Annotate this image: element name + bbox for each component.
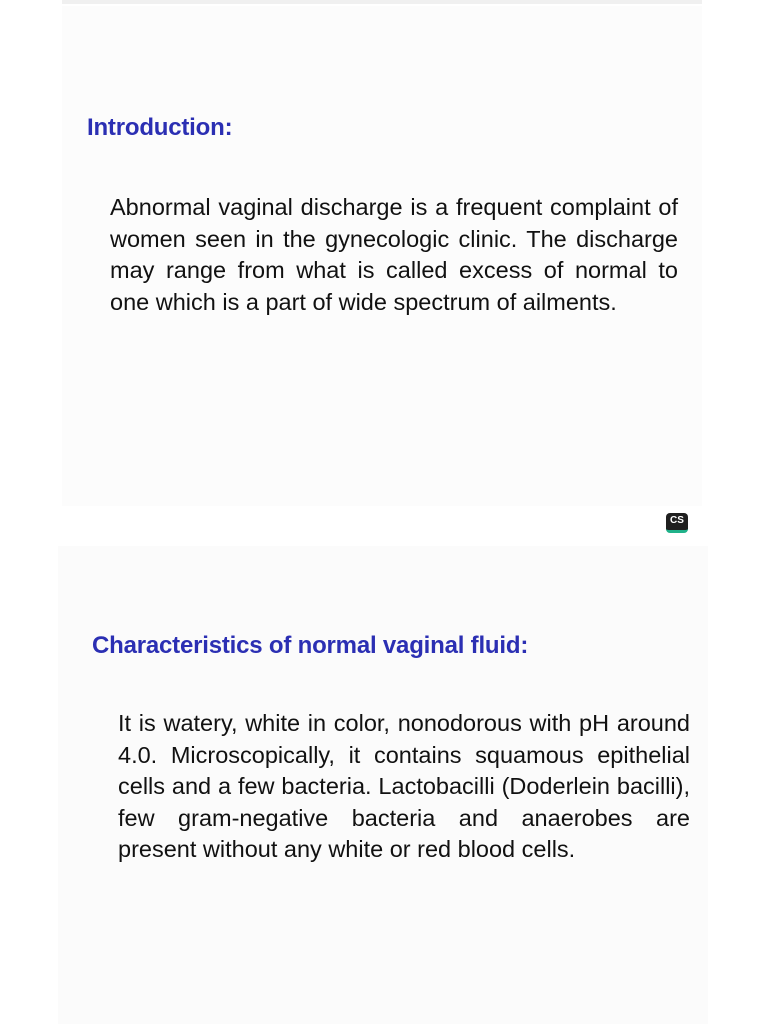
previous-slide-edge (62, 0, 702, 4)
slide-title: Introduction: (87, 114, 233, 141)
slide-body-text: It is watery, white in color, nonodorous with pH around 4.0. Microscopically, it contains squamous epithelial cells and a few bacteria. Lactobacilli (Doderlein bacilli), few gram-negative bacteria and anaerobes are present without any white or red blood cells. (118, 710, 690, 862)
slide-characteristics (58, 546, 708, 1024)
slide-body-text: Abnormal vaginal discharge is a frequent complaint of women seen in the gynecologic clinic. The discharge may range from what is called excess of normal to one which is a part of wide spectrum of ailments. (110, 194, 678, 315)
slide-introduction (62, 6, 702, 506)
slide-title: Characteristics of normal vaginal fluid: (92, 632, 529, 659)
camscanner-logo-icon: CS (666, 513, 688, 533)
